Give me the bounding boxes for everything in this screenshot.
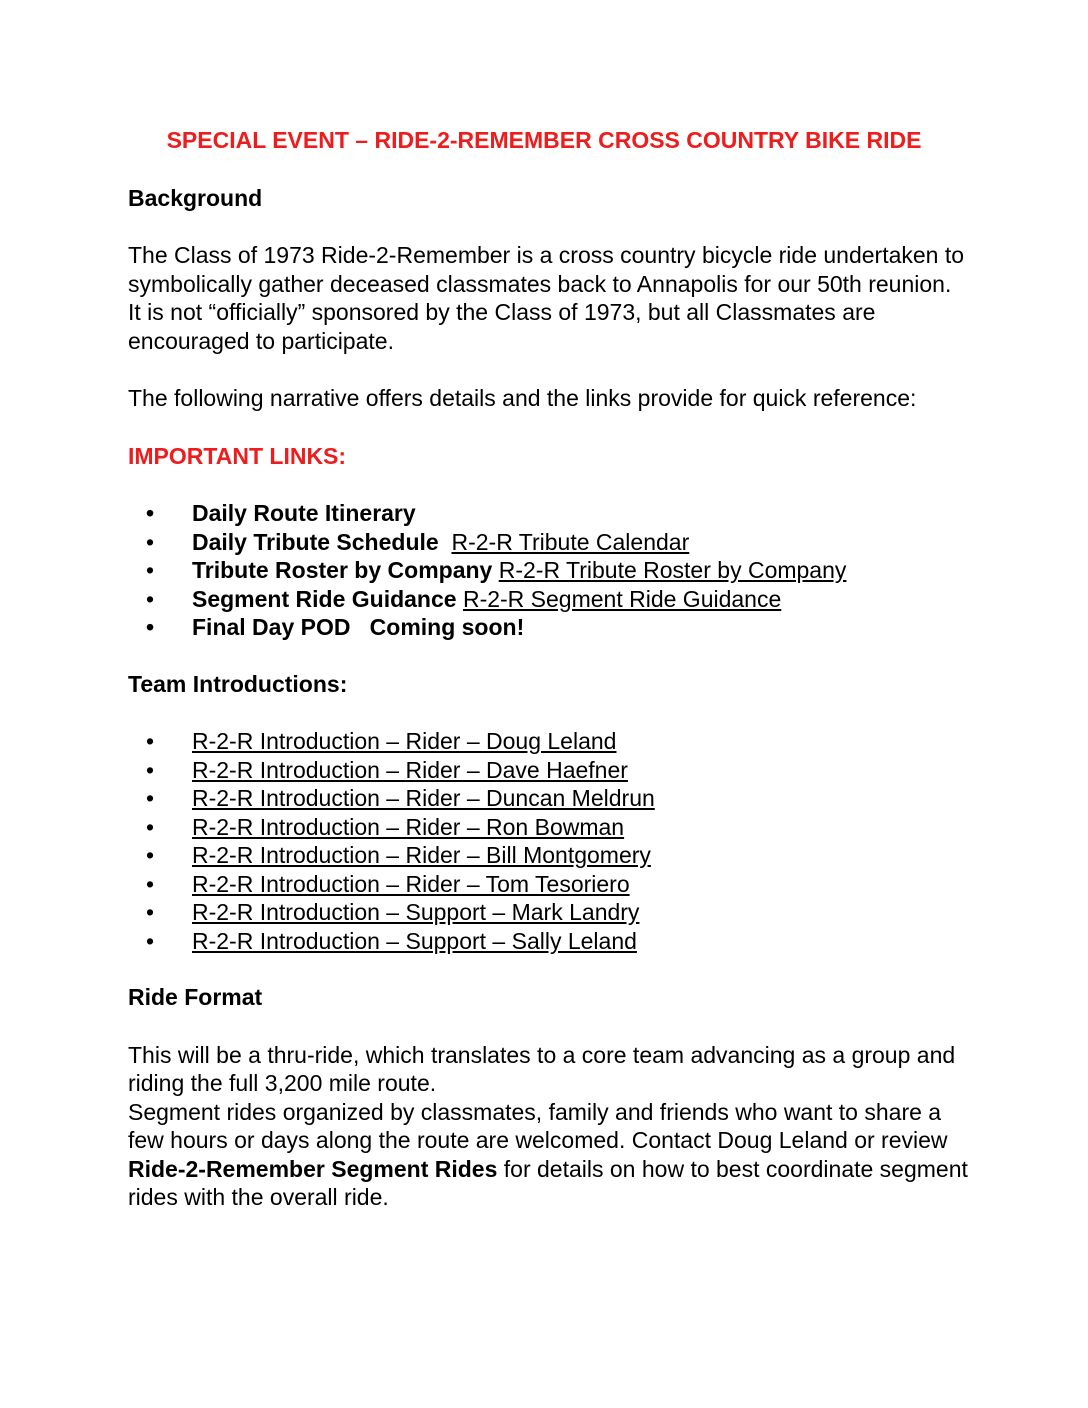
- list-item: [128, 499, 968, 528]
- list-item: [128, 727, 968, 756]
- list-item: [128, 613, 968, 642]
- intro-link-sally-leland[interactable]: R-2-R Introduction – Support – Sally Leland: [192, 927, 637, 954]
- list-item: [128, 898, 968, 927]
- segment-rides-text-start: Segment rides organized by classmates, family and friends who want to share a few hours or days along the route are welcomed. Contact Doug Leland or review: [128, 1098, 948, 1153]
- list-item: [128, 841, 968, 870]
- list-item: [128, 585, 968, 614]
- intro-link-tom-tesoriero[interactable]: R-2-R Introduction – Rider – Tom Tesoriero: [192, 870, 630, 897]
- bullet-icon: •: [146, 585, 155, 612]
- list-item: [128, 870, 968, 899]
- document-page: [128, 126, 968, 1212]
- bullet-icon: •: [146, 500, 155, 526]
- tribute-roster-link[interactable]: R-2-R Tribute Roster by Company: [498, 557, 847, 583]
- ride-format-heading: Ride Format: [128, 984, 263, 1010]
- background-paragraph: The Class of 1973 Ride-2-Remember is a cross country bicycle ride undertaken to symbolically gather deceased classmates back to Annapolis for our 50th reunion. It is not “officially” sponsored by the Class of 1973, but all Classmates are encouraged to participate.: [128, 242, 965, 354]
- intro-link-bill-montgomery[interactable]: R-2-R Introduction – Rider – Bill Montgomery: [192, 842, 651, 868]
- list-item: [128, 556, 968, 585]
- link-label-tribute-roster: Tribute Roster by Company: [192, 557, 493, 583]
- link-label-daily-tribute: Daily Tribute Schedule: [192, 528, 439, 555]
- bullet-icon: •: [146, 870, 155, 897]
- bullet-icon: •: [146, 899, 155, 925]
- segment-rides-bold-reference: Ride-2-Remember Segment Rides: [128, 1155, 498, 1182]
- list-item: [128, 927, 968, 956]
- bullet-icon: •: [146, 813, 155, 840]
- background-heading: Background: [128, 184, 263, 211]
- segment-rides-paragraph: [128, 1098, 968, 1212]
- list-item: [128, 756, 968, 785]
- intro-link-mark-landry[interactable]: R-2-R Introduction – Support – Mark Landry: [192, 899, 640, 925]
- important-links-list: [128, 499, 968, 642]
- intro-link-doug-leland[interactable]: R-2-R Introduction – Rider – Doug Leland: [192, 728, 617, 754]
- bullet-icon: •: [146, 842, 155, 868]
- list-item: [128, 813, 968, 842]
- segment-rides-text-end: for details on how to best coordinate segment rides with the overall ride.: [128, 1155, 968, 1210]
- ride-format-paragraph: This will be a thru-ride, which translates to a core team advancing as a group and riding the full 3,200 mile route.: [128, 1041, 956, 1096]
- tribute-calendar-link[interactable]: R-2-R Tribute Calendar: [451, 528, 690, 555]
- intro-link-dave-haefner[interactable]: R-2-R Introduction – Rider – Dave Haefner: [192, 756, 628, 783]
- intro-link-ron-bowman[interactable]: R-2-R Introduction – Rider – Ron Bowman: [192, 813, 625, 840]
- link-label-final-day: Final Day POD: [192, 614, 351, 640]
- bullet-icon: •: [146, 528, 155, 555]
- link-label-daily-route: Daily Route Itinerary: [192, 500, 416, 526]
- coming-soon-note: Coming soon!: [369, 614, 525, 640]
- segment-ride-guidance-link[interactable]: R-2-R Segment Ride Guidance: [462, 585, 782, 612]
- narrative-paragraph: The following narrative offers details and the links provide for quick reference:: [128, 385, 917, 411]
- bullet-icon: •: [146, 614, 155, 640]
- intro-link-duncan-meldrun[interactable]: R-2-R Introduction – Rider – Duncan Meldrun: [192, 785, 655, 811]
- bullet-icon: •: [146, 756, 155, 783]
- link-label-segment-ride: Segment Ride Guidance: [192, 585, 457, 612]
- team-introductions-list: [128, 727, 968, 955]
- list-item: [128, 784, 968, 813]
- bullet-icon: •: [146, 785, 155, 811]
- bullet-icon: •: [146, 927, 155, 954]
- bullet-icon: •: [146, 728, 155, 754]
- important-links-heading: IMPORTANT LINKS:: [128, 442, 347, 469]
- team-introductions-heading: Team Introductions:: [128, 670, 348, 697]
- bullet-icon: •: [146, 557, 155, 583]
- page-title: SPECIAL EVENT – RIDE-2-REMEMBER CROSS COUNTRY BIKE RIDE: [166, 127, 922, 153]
- list-item: [128, 528, 968, 557]
